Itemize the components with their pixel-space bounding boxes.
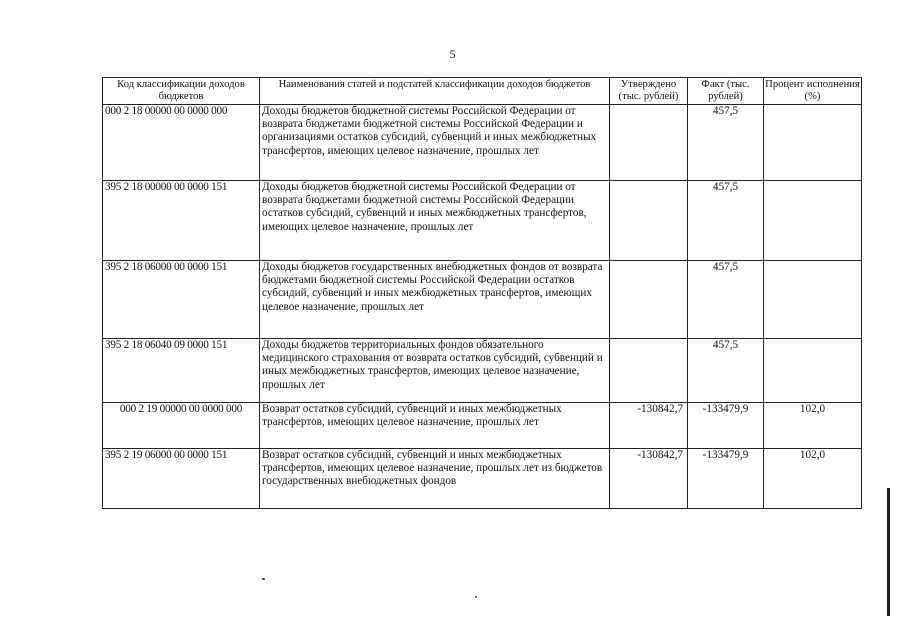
row-name: Возврат остатков субсидий, субвенций и иных межбюджетных трансфертов, имеющих целевое назначение, прошлых лет xyxy=(260,402,610,448)
table-row xyxy=(103,104,862,180)
row-actual: 457,5 xyxy=(688,180,764,260)
scan-edge-mark xyxy=(887,488,890,616)
scan-speck xyxy=(475,596,477,598)
row-percent: 102,0 xyxy=(764,402,862,448)
row-percent xyxy=(764,104,862,180)
table-row xyxy=(103,180,862,260)
table-row xyxy=(103,260,862,338)
header-name: Наименования статей и подстатей классификации доходов бюджетов xyxy=(260,78,610,105)
row-percent: 102,0 xyxy=(764,448,862,508)
row-actual: -133479,9 xyxy=(688,402,764,448)
row-percent xyxy=(764,338,862,402)
row-approved: -130842,7 xyxy=(610,402,688,448)
row-name: Доходы бюджетов бюджетной системы Российской Федерации от возврата бюджетами бюджетной системы Российской Федерации и организациями остатков субсидий, субвенций и иных межбюджетных трансфертов, имеющих целевое назначение, прошлых лет xyxy=(260,104,610,180)
row-approved xyxy=(610,104,688,180)
row-actual: 457,5 xyxy=(688,104,764,180)
row-code: 000 2 18 00000 00 0000 000 xyxy=(103,104,260,180)
table-row xyxy=(103,448,862,508)
row-percent xyxy=(764,180,862,260)
header-code: Код классификации доходов бюджетов xyxy=(103,78,260,105)
header-actual: Факт (тыс. рублей) xyxy=(688,78,764,105)
row-code: 395 2 18 00000 00 0000 151 xyxy=(103,180,260,260)
table-row xyxy=(103,402,862,448)
row-approved xyxy=(610,260,688,338)
row-approved xyxy=(610,180,688,260)
table-row xyxy=(103,338,862,402)
table-header-row xyxy=(103,78,862,105)
row-percent xyxy=(764,260,862,338)
row-actual: 457,5 xyxy=(688,338,764,402)
row-code: 395 2 18 06000 00 0000 151 xyxy=(103,260,260,338)
row-name: Доходы бюджетов государственных внебюджетных фондов от возврата бюджетами бюджетной системы Российской Федерации остатков субсидий, субвенций и иных межбюджетных трансфертов, имеющих целевое назначение, прошлых лет xyxy=(260,260,610,338)
row-code: 000 2 19 00000 00 0000 000 xyxy=(103,402,260,448)
page-number: 5 xyxy=(449,47,456,61)
row-name: Доходы бюджетов бюджетной системы Российской Федерации от возврата бюджетами бюджетной системы Российской Федерации остатков субсидий, субвенций и иных межбюджетных трансфертов, имеющих целевое назначение, прошлых лет xyxy=(260,180,610,260)
row-actual: -133479,9 xyxy=(688,448,764,508)
row-actual: 457,5 xyxy=(688,260,764,338)
row-approved: -130842,7 xyxy=(610,448,688,508)
row-approved xyxy=(610,338,688,402)
budget-revenue-table xyxy=(102,77,862,509)
header-approved: Утверждено (тыс. рублей) xyxy=(610,78,688,105)
row-code: 395 2 18 06040 09 0000 151 xyxy=(103,338,260,402)
row-code: 395 2 19 06000 00 0000 151 xyxy=(103,448,260,508)
row-name: Доходы бюджетов территориальных фондов обязательного медицинского страхования от возврата остатков субсидий, субвенций и иных межбюджетных трансфертов, имеющих целевое назначение, прошлых лет xyxy=(260,338,610,402)
row-name: Возврат остатков субсидий, субвенций и иных межбюджетных трансфертов, имеющих целевое назначение, прошлых лет из бюджетов государственных внебюджетных фондов xyxy=(260,448,610,508)
scan-speck xyxy=(262,578,265,580)
header-percent: Процент исполнения (%) xyxy=(765,79,860,103)
